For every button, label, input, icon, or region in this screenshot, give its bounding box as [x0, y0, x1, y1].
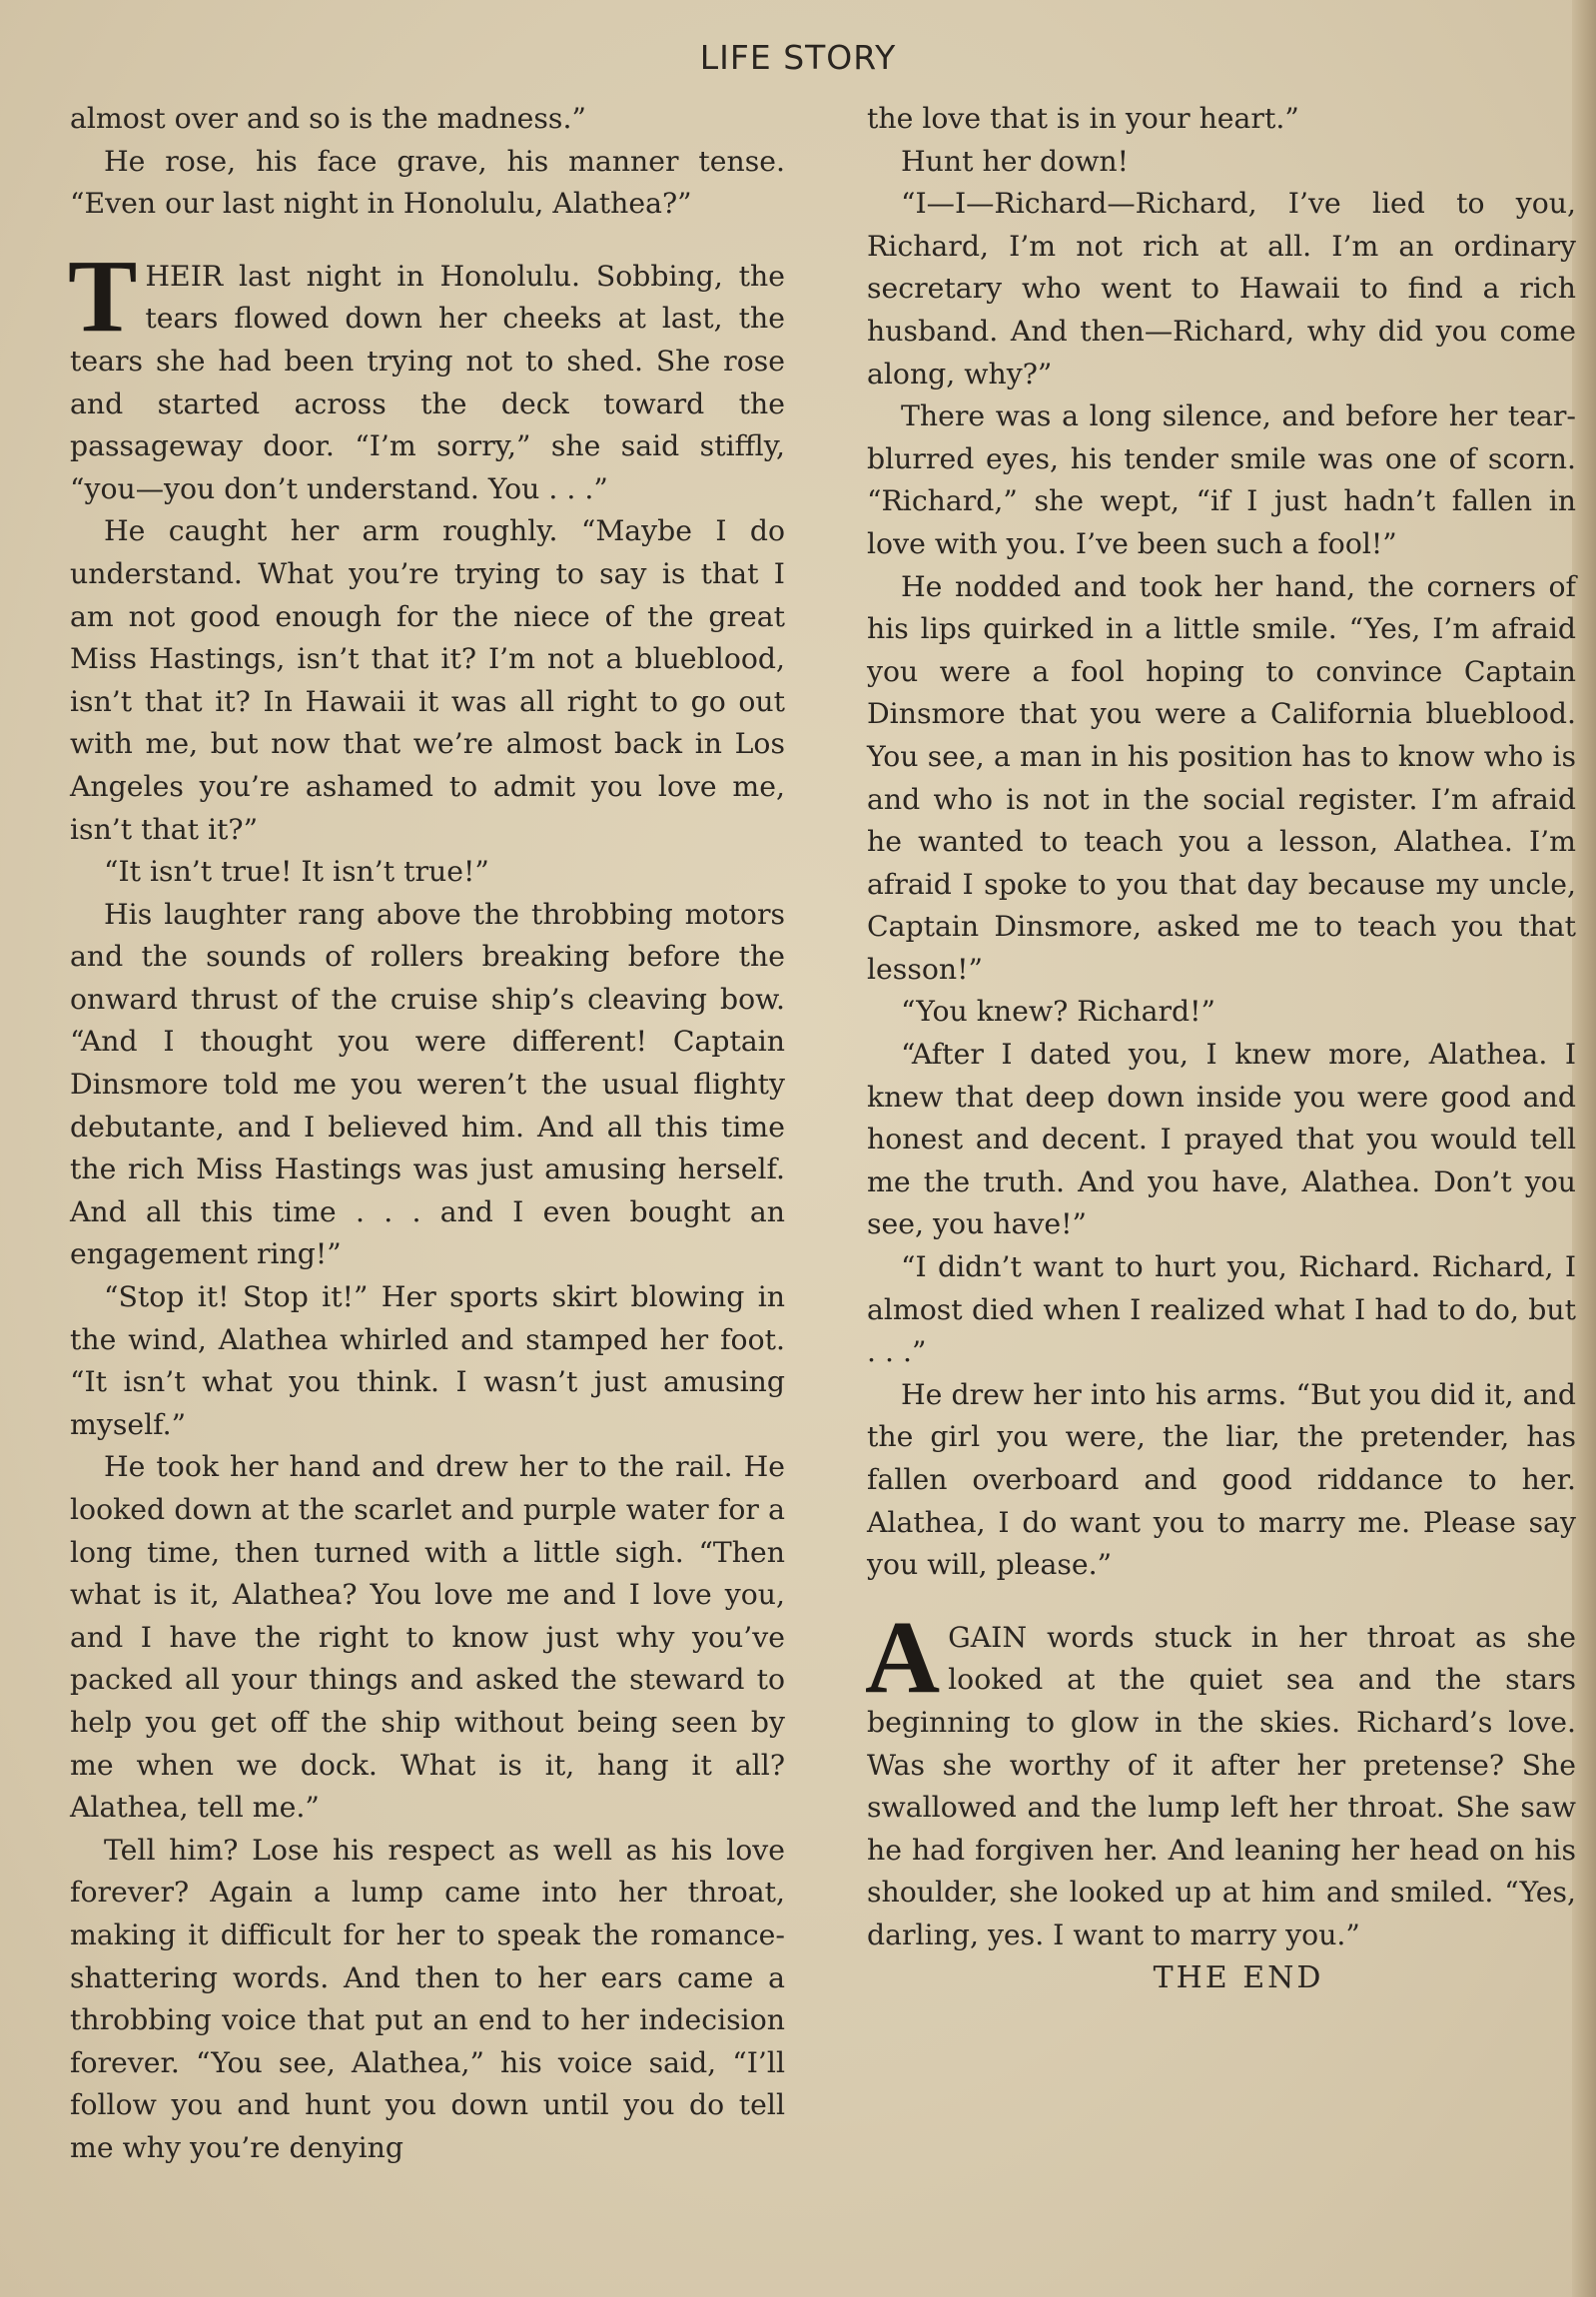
paragraph-dropcap — [865, 1599, 1576, 1957]
the-end-label: THE END — [1153, 1959, 1324, 1995]
paragraph: Tell him? Lose his respect as well as his love forever? Again a lump came into her throat, making it difficult for her to speak the romance-shattering words. And then to her ears came a throbbing voice that put an end to her indecision forever. “You see, Alathea,” his voice said, “I’ll follow you and hunt you down until you do tell me why you’re denying — [70, 1833, 785, 2164]
drop-cap: A — [865, 1599, 941, 1715]
paragraph: “You knew? Richard!” — [901, 995, 1216, 1029]
left-column — [70, 98, 785, 2170]
paragraph: “It isn’t true! It isn’t true!” — [104, 855, 489, 889]
paragraph-dropcap — [68, 238, 785, 511]
paragraph: almost over and so is the madness.” — [70, 102, 586, 135]
paragraph: the love that is in your heart.” — [867, 102, 1299, 135]
paragraph: “I didn’t want to hurt you, Richard. Richard, I almost died when I realized what I had to do, but . . .” — [867, 1250, 1576, 1369]
paragraph: “After I dated you, I knew more, Alathea. I knew that deep down inside you were good and honest and decent. I prayed that you would tell me the truth. And you have, Alathea. Don’t you see, you have!” — [867, 1038, 1576, 1241]
paragraph: He nodded and took her hand, the corners of his lips quirked in a little smile. “Yes, I’m afraid you were a fool hoping to convince Captain Dinsmore that you were a California blueblood. You see, a man in his position has to know who is and who is not in the social register. I’m afraid he wanted to teach you a lesson, Alathea. I’m afraid I spoke to you that day because my uncle, Captain Dinsmore, asked me to teach you that lesson!” — [867, 569, 1576, 986]
paragraph-text: GAIN words stuck in her throat as she looked at the quiet sea and the stars beginning to glow in the skies. Richard’s love. Was she worthy of it after her pretense? She swallowed and the lump left her throat. She saw he had forgiven her. And leaning her head on his shoulder, she looked up at him and smiled. “Yes, darling, yes. I want to marry you.” — [867, 1620, 1576, 1951]
paragraph: He caught her arm roughly. “Maybe I do understand. What you’re trying to say is that I am not good enough for the niece of the great Miss Hastings, isn’t that it? I’m not a blueblood, isn’t that it? In Hawaii it was all right to go out with me, but now that we’re almost back in Los Angeles you’re ashamed to admit you love me, isn’t that it?” — [70, 514, 785, 846]
drop-cap: T — [68, 238, 138, 354]
paragraph: He took her hand and drew her to the rail. He looked down at the scarlet and purple water for a long time, then turned with a little sigh. “Then what is it, Alathea? You love me and I love you, and I have the right to know just why you’ve packed all your things and asked the steward to help you get off the ship without being seen by me when we dock. What is it, hang it all? Alathea, tell me.” — [70, 1450, 785, 1825]
paragraph: “Stop it! Stop it!” Her sports skirt blowing in the wind, Alathea whirled and stamped her foot. “It isn’t what you think. I wasn’t just amusing myself.” — [70, 1280, 785, 1441]
paragraph: “I—I—Richard—Richard, I’ve lied to you, Richard, I’m not rich at all. I’m an ordinary secretary who went to Hawaii to find a rich husband. And then—Richard, why did you come along, why?” — [867, 187, 1576, 390]
right-column — [867, 98, 1576, 1999]
paragraph: His laughter rang above the throbbing motors and the sounds of rollers breaking before the onward thrust of the cruise ship’s cleaving bow. “And I thought you were different! Captain Dinsmore told me you weren’t the usual flighty debutante, and I believed him. And all this time the rich Miss Hastings was just amusing herself. And all this time . . . and I even bought an engagement ring!” — [70, 897, 785, 1271]
paragraph: He drew her into his arms. “But you did it, and the girl you were, the liar, the pretender, has fallen overboard and good riddance to her. Alathea, I do want you to marry me. Please say you will, please.” — [867, 1377, 1576, 1582]
paragraph: Hunt her down! — [901, 144, 1129, 178]
paragraph-text: HEIR last night in Honolulu. Sobbing, the tears flowed down her cheeks at last, the tears she had been trying not to shed. She rose and started across the deck toward the passageway door. “I’m sorry,” she said stiffly, “you—you don’t understand. You . . .” — [70, 259, 785, 505]
running-header: LIFE STORY — [699, 38, 897, 77]
paragraph: There was a long silence, and before her tear-blurred eyes, his tender smile was one of scorn. “Richard,” she wept, “if I just hadn’t fallen in love with you. I’ve been such a fool!” — [867, 399, 1576, 560]
paragraph: He rose, his face grave, his manner tense. “Even our last night in Honolulu, Alathea?” — [70, 144, 785, 221]
